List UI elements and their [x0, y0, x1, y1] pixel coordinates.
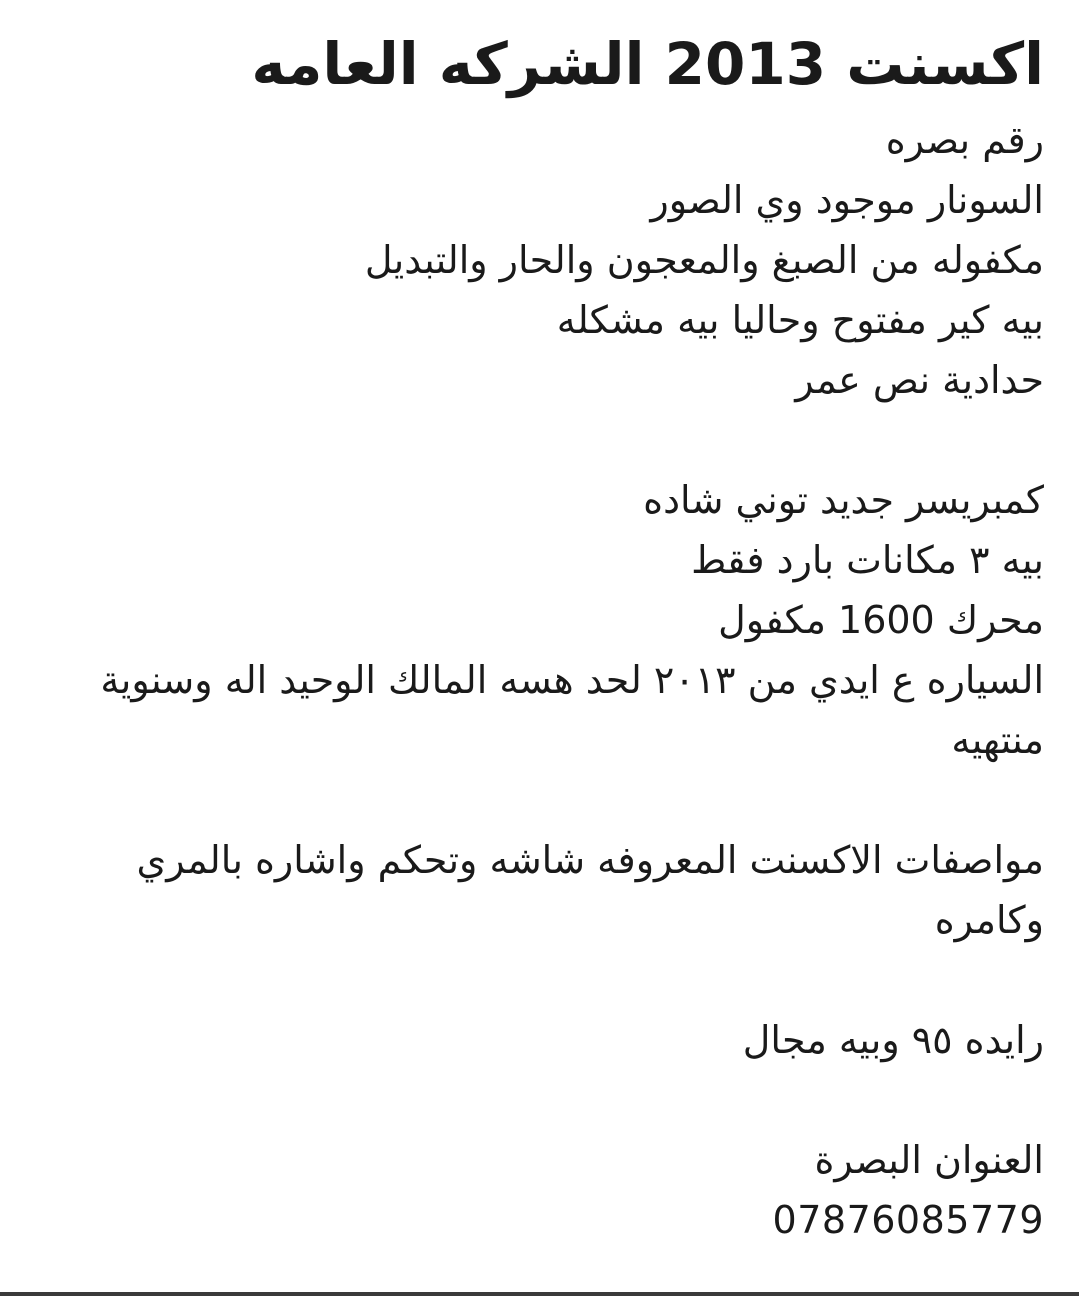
line-specs: مواصفات الاكسنت المعروفه شاشه وتحكم واشاره بالمري وكامره	[136, 838, 1044, 942]
spacer	[34, 1070, 1044, 1130]
line-warranty: مكفوله من الصبغ والمعجون والحار والتبديل	[364, 238, 1044, 282]
spacer	[34, 950, 1044, 1010]
phone-number: 07876085779	[772, 1198, 1044, 1242]
line-sonar: السونار موجود وي الصور	[650, 178, 1044, 222]
bottom-divider	[0, 1292, 1079, 1296]
line-address: العنوان البصرة	[814, 1138, 1044, 1182]
spacer	[34, 410, 1044, 470]
line-engine: محرك 1600 مكفول	[718, 598, 1044, 642]
post-body	[34, 22, 1044, 1250]
line-ownership: السياره ع ايدي من ٢٠١٣ لحد هسه المالك الوحيد اله وسنوية منتهيه	[100, 658, 1044, 762]
line-gearbox: بيه كير مفتوح وحاليا بيه مشكله	[556, 298, 1044, 342]
line-plate: رقم بصره	[885, 118, 1044, 162]
spacer	[34, 770, 1044, 830]
line-bodywork: حدادية نص عمر	[795, 358, 1044, 402]
line-price: رايده ٩٥ وبيه مجال	[742, 1018, 1044, 1062]
line-ac-vents: بيه ٣ مكانات بارد فقط	[691, 538, 1044, 582]
line-compressor: كمبريسر جديد توني شاده	[643, 478, 1044, 522]
post-title: اكسنت 2013 الشركه العامه	[251, 30, 1044, 98]
